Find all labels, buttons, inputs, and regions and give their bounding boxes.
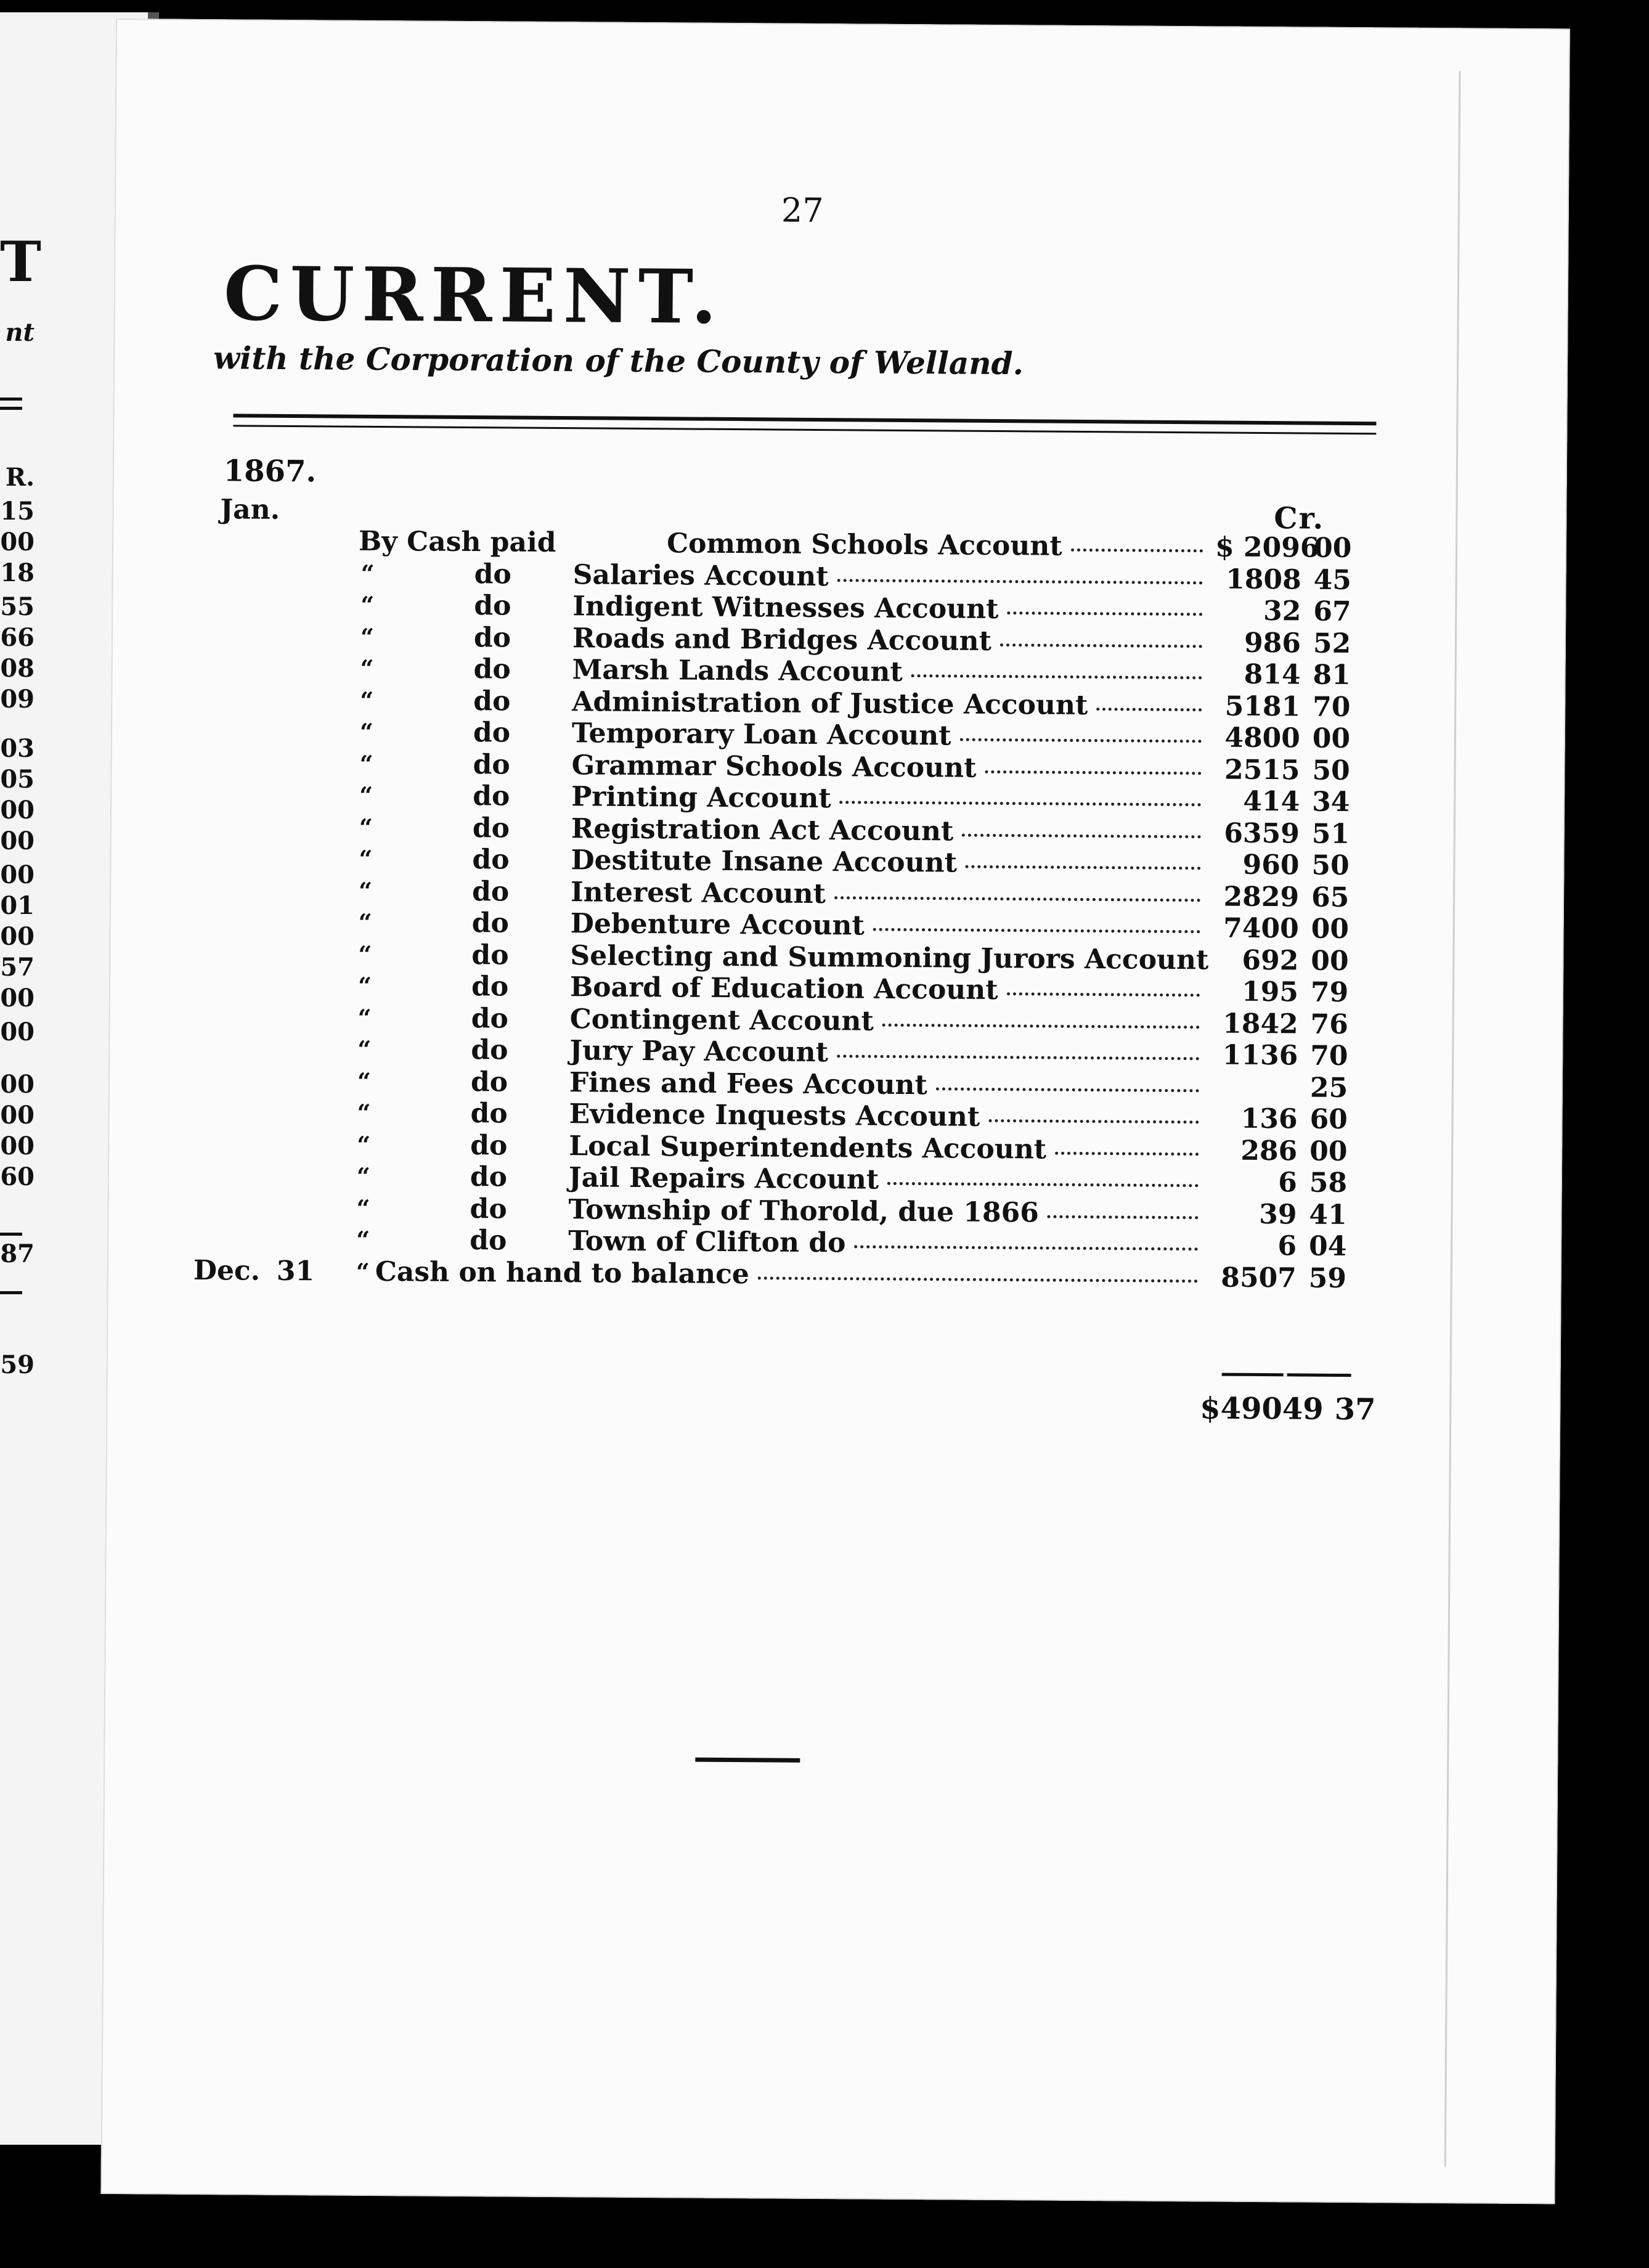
dotted-leader [1071, 549, 1203, 552]
left-page-total: 87 [0, 1239, 35, 1268]
amount-dollars: 1808 [1226, 563, 1301, 595]
dotted-leader [988, 1119, 1199, 1124]
ledger-description [572, 654, 1202, 690]
left-page-value: 01 [0, 891, 35, 920]
dotted-leader [1055, 1151, 1199, 1156]
ledger-description-text: Town of Clifton do [568, 1225, 846, 1259]
dotted-leader [1096, 708, 1202, 711]
amount-cents: 34 [1311, 786, 1350, 818]
ledger-description [572, 590, 1202, 627]
ledger-ditto: do [474, 558, 512, 590]
ditto-mark: “ [359, 781, 373, 809]
ledger-description [569, 1067, 1199, 1103]
dotted-leader [882, 1023, 1200, 1029]
ledger-description-text: Printing Account [571, 781, 831, 815]
ledger-description [571, 908, 1200, 944]
amount-cents: 50 [1311, 849, 1350, 882]
ledger-description-text: Township of Thorold, due 1866 [568, 1193, 1040, 1229]
ledger-description-text: Roads and Bridges Account [572, 622, 992, 657]
ledger-ditto: do [471, 971, 509, 1003]
ditto-mark: “ [359, 813, 373, 841]
ledger-description [570, 940, 1217, 976]
ditto-mark: “ [357, 1035, 372, 1063]
amount-dollars: 814 [1244, 658, 1301, 691]
ledger-ditto: do [471, 907, 510, 939]
ledger-description-text: Local Superintendents Account [569, 1130, 1047, 1165]
ledger-description [568, 1225, 1199, 1262]
ledger-ditto: do [470, 1066, 508, 1098]
amount-cents: 00 [1312, 722, 1351, 755]
ditto-mark: “ [356, 1257, 370, 1286]
left-page-subtitle-fragment: nt [5, 318, 35, 347]
ledger-ditto: do [471, 875, 510, 907]
ledger-date [198, 619, 321, 620]
ledger-ditto: do [473, 653, 511, 685]
ledger-description [572, 717, 1202, 754]
dotted-leader [1007, 992, 1200, 997]
ditto-mark: “ [356, 1162, 370, 1190]
ditto-mark: “ [358, 908, 372, 936]
ledger-total [1200, 1391, 1376, 1427]
left-page-value: 00 [0, 528, 35, 557]
dotted-leader [936, 1087, 1199, 1092]
amount-dollars: 1842 [1223, 1008, 1298, 1040]
total-dollars: $49049 [1200, 1391, 1324, 1427]
left-page-value: 09 [0, 685, 35, 714]
ledger-description-text: Jail Repairs Account [568, 1162, 879, 1196]
ledger-date [198, 524, 322, 525]
ditto-mark: “ [358, 940, 372, 968]
ledger-description-text: Board of Education Account [569, 971, 998, 1006]
amount-cents: 60 [1309, 1103, 1348, 1135]
left-page-value: 00 [0, 1070, 35, 1099]
ledger-ditto: do [474, 590, 511, 622]
dotted-leader [959, 738, 1201, 743]
amount-cents: 67 [1313, 595, 1351, 628]
dotted-leader [837, 1054, 1199, 1060]
ledger-ditto: do [471, 1002, 508, 1034]
left-page-value: 03 [0, 734, 35, 763]
ledger-description [570, 1003, 1200, 1040]
amount-cents: 41 [1309, 1199, 1347, 1231]
ledger-description [572, 622, 1202, 659]
amount-dollars: 7400 [1223, 912, 1299, 945]
ledger-description-text: Jury Pay Account [569, 1035, 829, 1069]
amount-dollars: 986 [1244, 627, 1301, 659]
ditto-mark: “ [359, 717, 373, 746]
left-page-value: 00 [0, 1018, 35, 1046]
dotted-leader [962, 833, 1201, 838]
amount-cents: 65 [1311, 881, 1350, 913]
ditto-mark: “ [360, 590, 375, 619]
dotted-leader [966, 865, 1201, 870]
ledger-description [667, 528, 1203, 563]
ledger-ditto: do [473, 717, 511, 749]
amount-cents: 00 [1311, 945, 1349, 977]
amount-cents: 79 [1310, 976, 1349, 1009]
amount-cents: 00 [1313, 532, 1352, 565]
ledger-date [194, 1159, 317, 1160]
ledger-description [569, 1035, 1199, 1071]
ledger-description [570, 971, 1200, 1008]
amount-cents: 59 [1308, 1262, 1347, 1294]
ditto-mark: “ [357, 1130, 371, 1159]
ledger-description-text: Grammar Schools Account [571, 749, 977, 784]
left-page-rule [0, 407, 22, 410]
amount-dollars: 2829 [1223, 881, 1300, 913]
ledger-date: Dec. [193, 1254, 261, 1287]
ledger-ditto: do [472, 812, 510, 844]
ditto-mark: “ [359, 844, 373, 873]
ledger-description-text: Destitute Insane Account [571, 844, 958, 879]
dotted-leader [834, 896, 1200, 902]
amount-cents: 70 [1313, 691, 1351, 723]
ditto-mark: “ [357, 1067, 371, 1095]
left-page-value: 00 [0, 796, 35, 825]
ledger-ditto: do [473, 621, 511, 653]
left-page-value: 55 [0, 592, 35, 621]
dotted-leader [887, 1182, 1199, 1188]
total-cents: 37 [1334, 1392, 1376, 1427]
ledger-ditto: do [470, 1098, 508, 1130]
ledger-description-text: Indigent Witnesses Account [572, 590, 999, 626]
ledger-ditto: do [473, 685, 511, 717]
amount-cents: 52 [1313, 627, 1351, 659]
ledger-month: Jan. [220, 494, 280, 526]
ledger-description [571, 876, 1200, 913]
ledger-date [198, 588, 322, 589]
ditto-mark: “ [356, 1225, 370, 1254]
ledger-ditto: do [473, 748, 510, 780]
ledger-date [198, 556, 322, 557]
page-title: CURRENT. [223, 250, 725, 341]
ditto-mark: “ [360, 622, 375, 651]
ledger-description-text: Contingent Account [569, 1003, 874, 1037]
amount-dollars: 136 [1240, 1103, 1298, 1135]
amount-cents: 00 [1309, 1135, 1348, 1167]
ditto-mark: “ [359, 749, 373, 778]
credit-column-header: Cr. [1274, 501, 1325, 536]
ledger-description-text: Fines and Fees Account [569, 1066, 928, 1101]
amount-dollars: 6359 [1224, 817, 1300, 849]
ledger-ditto: do [472, 844, 510, 876]
ledger-year: 1867. [223, 454, 317, 489]
ledger-description [571, 844, 1201, 881]
dotted-leader [758, 1276, 1198, 1283]
ledger-ditto: do [471, 1034, 508, 1066]
amount-cents: 45 [1313, 564, 1352, 596]
left-page-value: 57 [0, 953, 35, 982]
left-page-final: 59 [0, 1350, 35, 1379]
ledger-date [197, 778, 320, 779]
amount-dollars: 4800 [1224, 722, 1301, 754]
left-page-value: 15 [0, 497, 35, 526]
amount-cents: 00 [1311, 913, 1350, 945]
amount-cents: 50 [1312, 754, 1350, 786]
left-page-value: 60 [0, 1162, 35, 1191]
ledger-description [375, 1255, 1198, 1293]
amount-dollars [1211, 1071, 1298, 1072]
ledger-description-text: Marsh Lands Account [572, 654, 903, 688]
left-page-value: 08 [0, 654, 35, 683]
ledger-description [572, 686, 1202, 722]
ledger-description-text: Selecting and Summoning Jurors Account [570, 939, 1209, 976]
amount-cents: 58 [1309, 1167, 1348, 1199]
left-page-column-head: R. [5, 463, 35, 492]
ledger-date [198, 651, 321, 652]
ledger-ditto: do [473, 780, 510, 812]
left-page-value: 00 [0, 826, 35, 855]
ditto-mark: “ [360, 686, 374, 714]
ledger-description-text: Debenture Account [570, 908, 865, 942]
amount-dollars: 692 [1242, 944, 1299, 976]
ledger-entry-prefix: By Cash paid [358, 525, 556, 559]
ditto-mark: “ [357, 1098, 371, 1127]
ledger-ditto: do [470, 1161, 508, 1193]
ledger-ditto: do [470, 1193, 507, 1225]
left-page-total-rule [0, 1291, 22, 1294]
amount-dollars: 6 [1278, 1167, 1298, 1199]
ditto-mark: “ [357, 971, 372, 1000]
dotted-leader [911, 674, 1202, 679]
amount-dollars: 414 [1243, 785, 1300, 818]
amount-dollars: 1136 [1222, 1039, 1298, 1072]
ledger-ditto: do [470, 1129, 508, 1161]
dotted-leader [840, 801, 1202, 806]
dotted-leader [1048, 1215, 1199, 1219]
end-rule [695, 1758, 800, 1763]
ledger-description [573, 559, 1203, 595]
ledger-description [571, 749, 1201, 786]
ledger-description-text: Temporary Loan Account [571, 717, 951, 752]
ledger-date [194, 1127, 317, 1128]
ledger-date [195, 1000, 319, 1001]
left-page-value: 66 [0, 623, 35, 652]
left-page-value: 05 [0, 765, 35, 794]
ledger-date [197, 715, 320, 716]
ledger-date [196, 905, 319, 906]
amount-cents: 76 [1310, 1008, 1349, 1040]
left-page-title-fragment: T [0, 229, 41, 295]
amount-cents: 70 [1310, 1040, 1348, 1072]
amount-cents: 04 [1308, 1230, 1347, 1262]
left-page-value: 00 [0, 1132, 35, 1161]
amount-dollars: 2515 [1224, 754, 1300, 786]
dotted-leader [837, 579, 1203, 584]
ledger-description-text: Registration Act Account [571, 812, 954, 847]
left-page-rule [0, 398, 22, 401]
amount-cents: 81 [1313, 659, 1351, 691]
ledger-ditto: do [469, 1225, 507, 1257]
ledger-description [571, 781, 1202, 817]
ditto-mark: “ [360, 559, 375, 587]
page-number: 27 [781, 190, 824, 230]
ledger-description [569, 1098, 1199, 1135]
dotted-leader [873, 928, 1200, 934]
dotted-leader [985, 770, 1201, 774]
ditto-mark: “ [360, 654, 374, 682]
ditto-mark: “ [356, 1194, 370, 1222]
amount-dollars: 5181 [1224, 690, 1301, 722]
ledger-date [197, 746, 320, 747]
dotted-leader [1007, 611, 1202, 616]
ledger-description-text: Interest Account [570, 876, 826, 910]
amount-cents: 51 [1311, 818, 1350, 850]
amount-dollars: 8507 [1221, 1262, 1297, 1294]
amount-dollars: 6 [1277, 1230, 1297, 1262]
left-page-value: 18 [0, 558, 35, 587]
ledger-description [569, 1162, 1199, 1198]
ditto-mark: “ [357, 1003, 372, 1032]
amount-cents: 25 [1309, 1072, 1348, 1104]
amount-dollars: 195 [1241, 976, 1299, 1008]
left-page-total-rule [0, 1233, 22, 1236]
ledger-date [195, 1032, 319, 1033]
ledger-page [100, 18, 1570, 2204]
ledger-description [571, 813, 1202, 849]
ledger-date [196, 873, 319, 874]
ledger-description-text: Common Schools Account [666, 528, 1062, 562]
ditto-mark: “ [358, 876, 373, 905]
amount-dollars: $ 2096 [1215, 531, 1319, 564]
page-subtitle: with the Corporation of the County of Welland. [213, 340, 1024, 382]
ledger-description-text: Administration of Justice Account [572, 685, 1088, 721]
amount-dollars: 32 [1263, 595, 1301, 627]
dotted-leader [854, 1245, 1198, 1250]
ledger-ditto: do [471, 939, 509, 971]
amount-dollars: 286 [1240, 1135, 1298, 1167]
ledger-day: 31 [276, 1255, 315, 1287]
amount-dollars: 39 [1259, 1198, 1297, 1230]
left-page-value: 00 [0, 860, 35, 889]
amount-dollars: 960 [1242, 849, 1300, 881]
left-page-value: 00 [0, 922, 35, 951]
ledger-description-text: Cash on hand to balance [375, 1255, 750, 1290]
ledger-description [569, 1130, 1199, 1167]
ledger-description-text: Salaries Account [572, 558, 829, 592]
dotted-leader [1000, 643, 1202, 648]
left-page-value: 00 [0, 984, 35, 1013]
ledger-description [568, 1194, 1199, 1230]
ledger-description-text: Evidence Inquests Account [569, 1098, 980, 1133]
left-page-value: 00 [0, 1101, 35, 1130]
